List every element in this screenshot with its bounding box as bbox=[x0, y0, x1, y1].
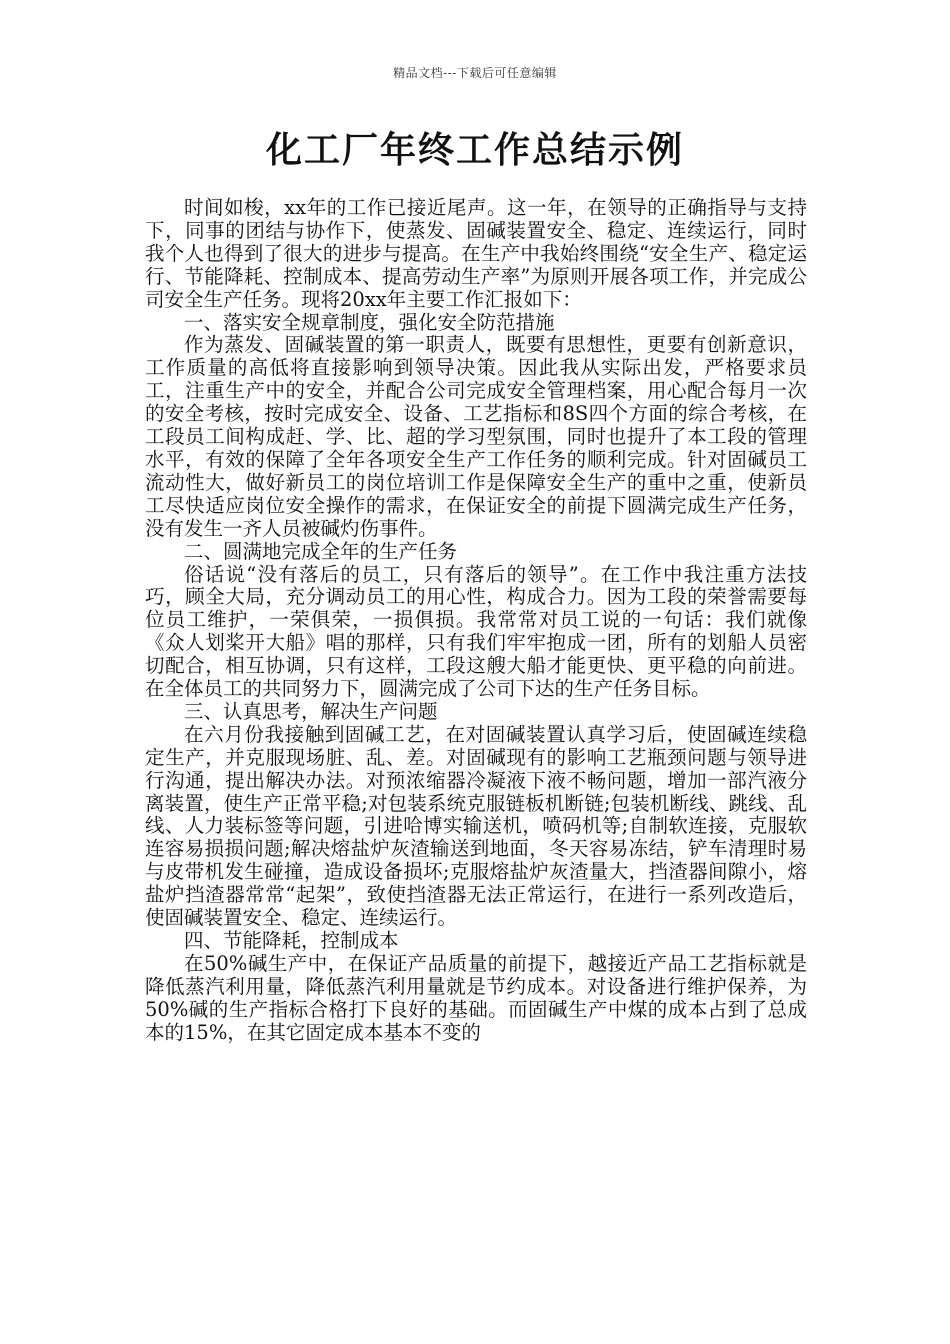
document-body bbox=[145, 197, 807, 1045]
section-heading-3: 三、认真思考，解决生产问题 bbox=[184, 699, 438, 723]
document-title: 化工厂年终工作总结示例 bbox=[265, 129, 684, 171]
body-paragraph: 俗话说“没有落后的员工，只有落后的领导”。在工作中我注重方法技巧，顾全大局，充分调动员工的用心性，构成合力。因为工段的荣誉需要每位员工维护，一荣俱荣，一损俱损。我常常对员工说的一句话：我们就像《众人划桨开大船》唱的那样，只有我们牢牢抱成一团，所有的划船人员密切配合，相互协调，只有这样，工段这艘大船才能更快、更平稳的向前进。在全体员工的共同努力下，圆满完成了公司下达的生产任务目标。 bbox=[145, 562, 807, 701]
body-paragraph: 作为蒸发、固碱装置的第一职责人，既要有思想性，更要有创新意识，工作质量的高低将直接影响到领导决策。因此我从实际出发，严格要求员工，注重生产中的安全，并配合公司完成安全管理档案，用心配合每月一次的安全考核，按时完成安全、设备、工艺指标和8S四个方面的综合考核，在工段员工间构成赶、学、比、超的学习型氛围，同时也提升了本工段的管理水平，有效的保障了全年各项安全生产工作任务的顺利完成。针对固碱员工流动性大，做好新员工的岗位培训工作是保障安全生产的重中之重，使新员工尽快适应岗位安全操作的需求，在保证安全的前提下圆满完成生产任务，没有发生一齐人员被碱灼伤事件。 bbox=[145, 333, 807, 540]
body-paragraph: 在六月份我接触到固碱工艺，在对固碱装置认真学习后，使固碱连续稳定生产，并克服现场脏、乱、差。对固碱现有的影响工艺瓶颈问题与领导进行沟通，提出解决办法。对预浓缩器冷凝液下液不畅问题，增加一部汽液分离装置，使生产正常平稳;对包装系统克服链板机断链;包装机断线、跳线、乱线、人力装标签等问题，引进哈博实输送机，喷码机等;自制软连接，克服软连容易损损问题;解决熔盐炉灰渣输送到地面，冬天容易冻结，铲车清理时易与皮带机发生碰撞，造成设备损坏;克服熔盐炉灰渣量大，挡渣器间隙小，熔盐炉挡渣器常常“起架”，致使挡渣器无法正常运行，在进行一系列改造后，使固碱装置安全、稳定、连续运行。 bbox=[145, 722, 807, 930]
section-heading-1: 一、落实安全规章制度，强化安全防范措施 bbox=[184, 310, 555, 334]
intro-paragraph: 时间如梭，xx年的工作已接近尾声。这一年，在领导的正确指导与支持下，同事的团结与协作下，使蒸发、固碱装置安全、稳定、连续运行，同时我个人也得到了很大的进步与提高。在生产中我始终围绕“安全生产、稳定运行、节能降耗、控制成本、提高劳动生产率”为原则开展各项工作，并完成公司安全生产任务。现将20xx年主要工作汇报如下： bbox=[145, 196, 807, 311]
body-paragraph: 在50%碱生产中，在保证产品质量的前提下，越接近产品工艺指标就是降低蒸汽利用量，降低蒸汽利用量就是节约成本。对设备进行维护保养，为50%碱的生产指标合格打下良好的基础。而固碱生产中煤的成本占到了总成本的15%，在其它固定成本基本不变的 bbox=[145, 951, 807, 1044]
header-note: 精品文档---下载后可任意编辑 bbox=[393, 66, 557, 80]
section-heading-2: 二、圆满地完成全年的生产任务 bbox=[184, 539, 458, 563]
section-heading-4: 四、节能降耗，控制成本 bbox=[184, 929, 399, 952]
